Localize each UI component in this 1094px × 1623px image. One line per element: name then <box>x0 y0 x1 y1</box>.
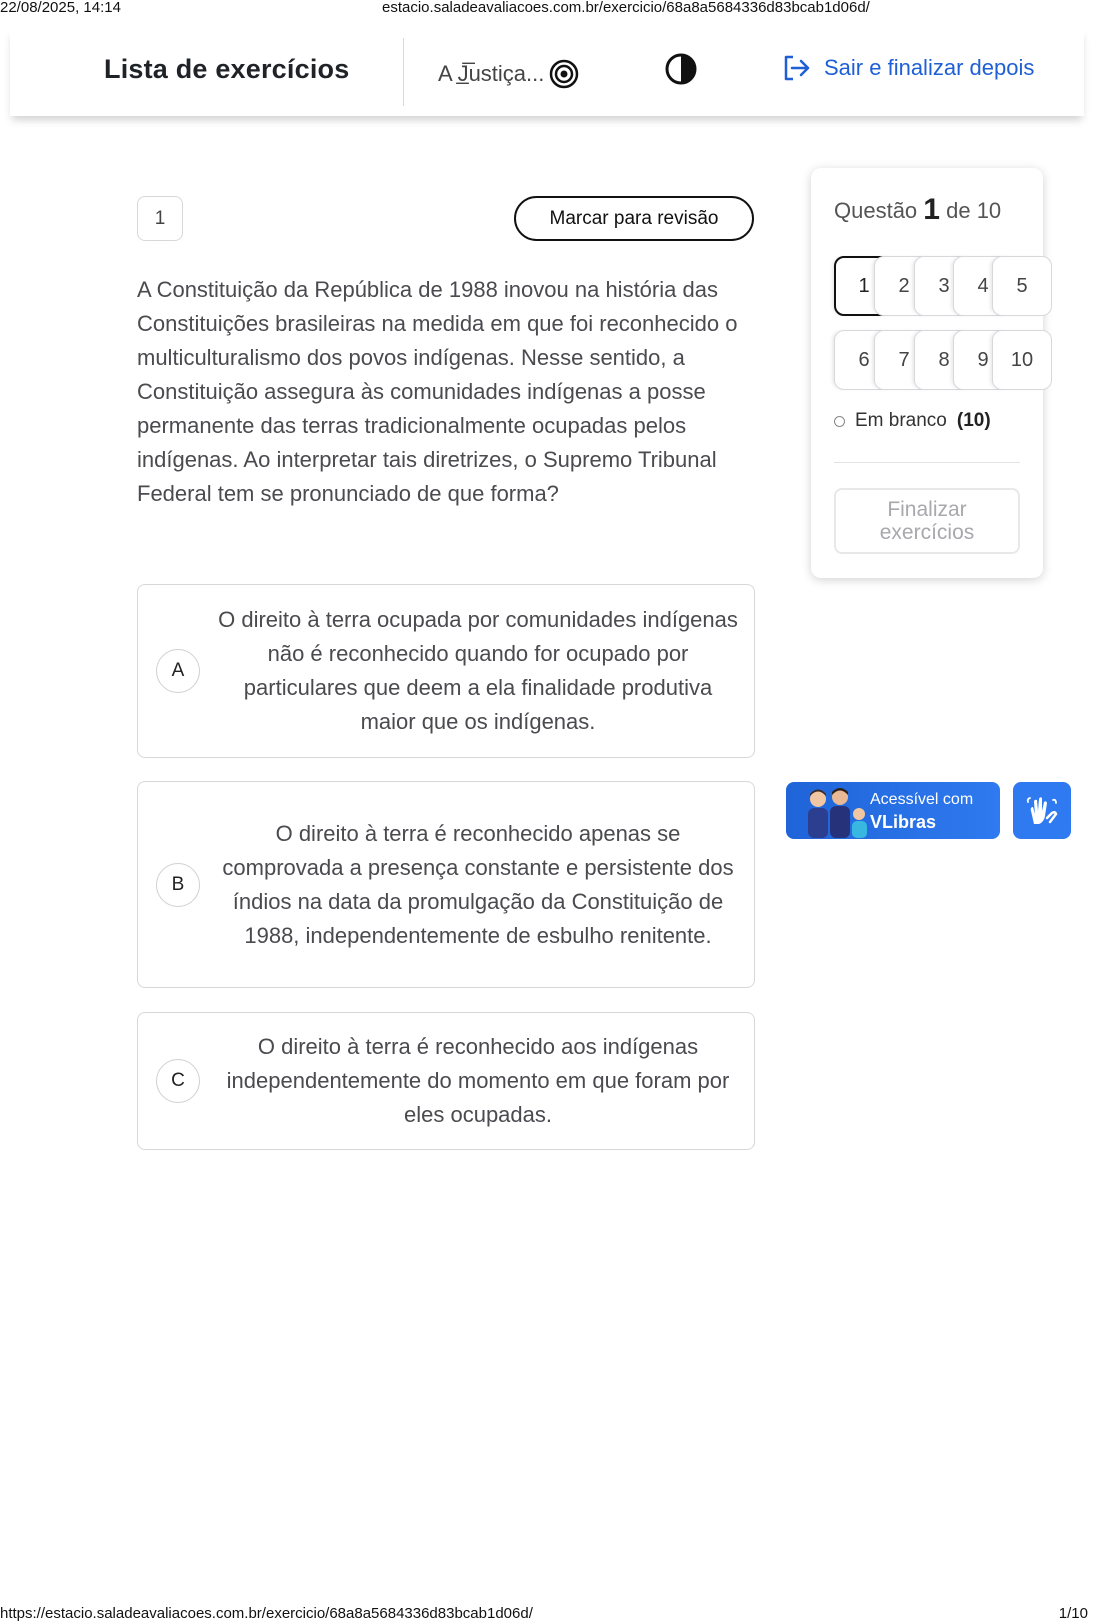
option-c[interactable] <box>137 1012 755 1150</box>
blank-count: (10) <box>956 410 991 431</box>
print-footer-url: https://estacio.saladeavaliacoes.com.br/exercicio/68a8a5684336d83bcab1d06d/ <box>0 1605 533 1622</box>
option-letter: B <box>156 863 200 907</box>
question-button-5[interactable]: 5 <box>992 256 1052 316</box>
option-letter: A <box>156 649 200 693</box>
navigator-divider <box>834 462 1020 463</box>
option-letter: C <box>156 1059 200 1103</box>
print-date: 22/08/2025, 14:14 <box>0 0 121 16</box>
option-a[interactable] <box>137 584 755 758</box>
print-footer <box>0 1605 1094 1623</box>
print-header <box>0 0 1094 16</box>
question-counter <box>834 193 1001 227</box>
page-title: Lista de exercícios <box>104 54 350 84</box>
contrast-icon[interactable] <box>664 52 698 86</box>
question-grid-row <box>834 256 1050 316</box>
vlibras-line1: Acessível com <box>870 791 974 808</box>
exit-label: Sair e finalizar depois <box>824 55 1035 80</box>
question-button-7[interactable]: 7 <box>874 330 934 390</box>
question-button-8[interactable]: 8 <box>914 330 974 390</box>
print-header-url: estacio.saladeavaliacoes.com.br/exercicio/68a8a5684336d83bcab1d06d/ <box>382 0 870 16</box>
header-divider <box>403 38 404 106</box>
option-text: O direito à terra é reconhecido apenas se comprovada a presença constante e persistente dos índios na data da promulgação da Constituição de 1988, independentemente de esbulho renitente. <box>222 820 734 948</box>
counter-prefix: Questão <box>834 198 918 223</box>
finish-exercises-button[interactable] <box>834 488 1020 554</box>
question-statement: A Constituição da República de 1988 inovou na história das Constituições brasileiras na medida em que foi reconhecido o multiculturalismo dos povos indígenas. Nesse sentido, a Constituição assegura às comunidades indígenas a posse permanente das terras tradicionalmente ocupadas pelos indígenas. Ao interpretar tais diretrizes, o Supremo Tribunal Federal tem se pronunciado de que forma? <box>137 277 738 506</box>
question-grid-row <box>834 330 1050 390</box>
vlibras-avatars-icon <box>800 786 880 838</box>
question-button-9[interactable]: 9 <box>953 330 1013 390</box>
question-button-2[interactable]: 2 <box>874 256 934 316</box>
blank-status <box>834 410 991 432</box>
vlibras-button[interactable] <box>1013 782 1071 839</box>
counter-suffix: de 10 <box>946 198 1002 223</box>
question-grid <box>834 256 1050 404</box>
blank-dot-icon <box>834 416 845 427</box>
exit-button[interactable] <box>780 52 1034 84</box>
vlibras-banner[interactable] <box>786 782 1000 839</box>
top-bar <box>10 28 1084 116</box>
question-button-3[interactable]: 3 <box>914 256 974 316</box>
subject-title-text: A J̲̅ustiça... <box>438 61 545 86</box>
finish-label-line1: Finalizar <box>887 498 967 521</box>
question-number: 1 <box>137 196 183 241</box>
question-button-10[interactable]: 10 <box>992 330 1052 390</box>
print-page-number: 1/10 <box>1058 1605 1088 1622</box>
option-b[interactable] <box>137 781 755 988</box>
sign-language-hands-icon <box>1025 794 1059 828</box>
option-text: O direito à terra é reconhecido aos indígenas independentemente do momento em que foram por eles ocupadas. <box>226 1034 730 1127</box>
vlibras-line2: VLibras <box>870 812 937 832</box>
question-button-1[interactable]: 1 <box>834 256 894 316</box>
target-icon <box>548 58 580 90</box>
mark-for-review-button[interactable]: Marcar para revisão <box>514 196 754 241</box>
question-button-6[interactable]: 6 <box>834 330 894 390</box>
finish-label-line2: exercícios <box>879 521 975 544</box>
counter-current: 1 <box>923 193 940 226</box>
blank-label: Em branco <box>855 410 947 431</box>
question-navigator <box>811 168 1043 578</box>
subject-title[interactable] <box>438 58 580 90</box>
finish-label <box>880 498 975 544</box>
question-button-4[interactable]: 4 <box>953 256 1013 316</box>
logout-icon <box>780 52 812 84</box>
option-text: O direito à terra ocupada por comunidades indígenas não é reconhecido quando for ocupado por particulares que deem a ela finalidade produtiva maior que os indígenas. <box>218 607 738 734</box>
